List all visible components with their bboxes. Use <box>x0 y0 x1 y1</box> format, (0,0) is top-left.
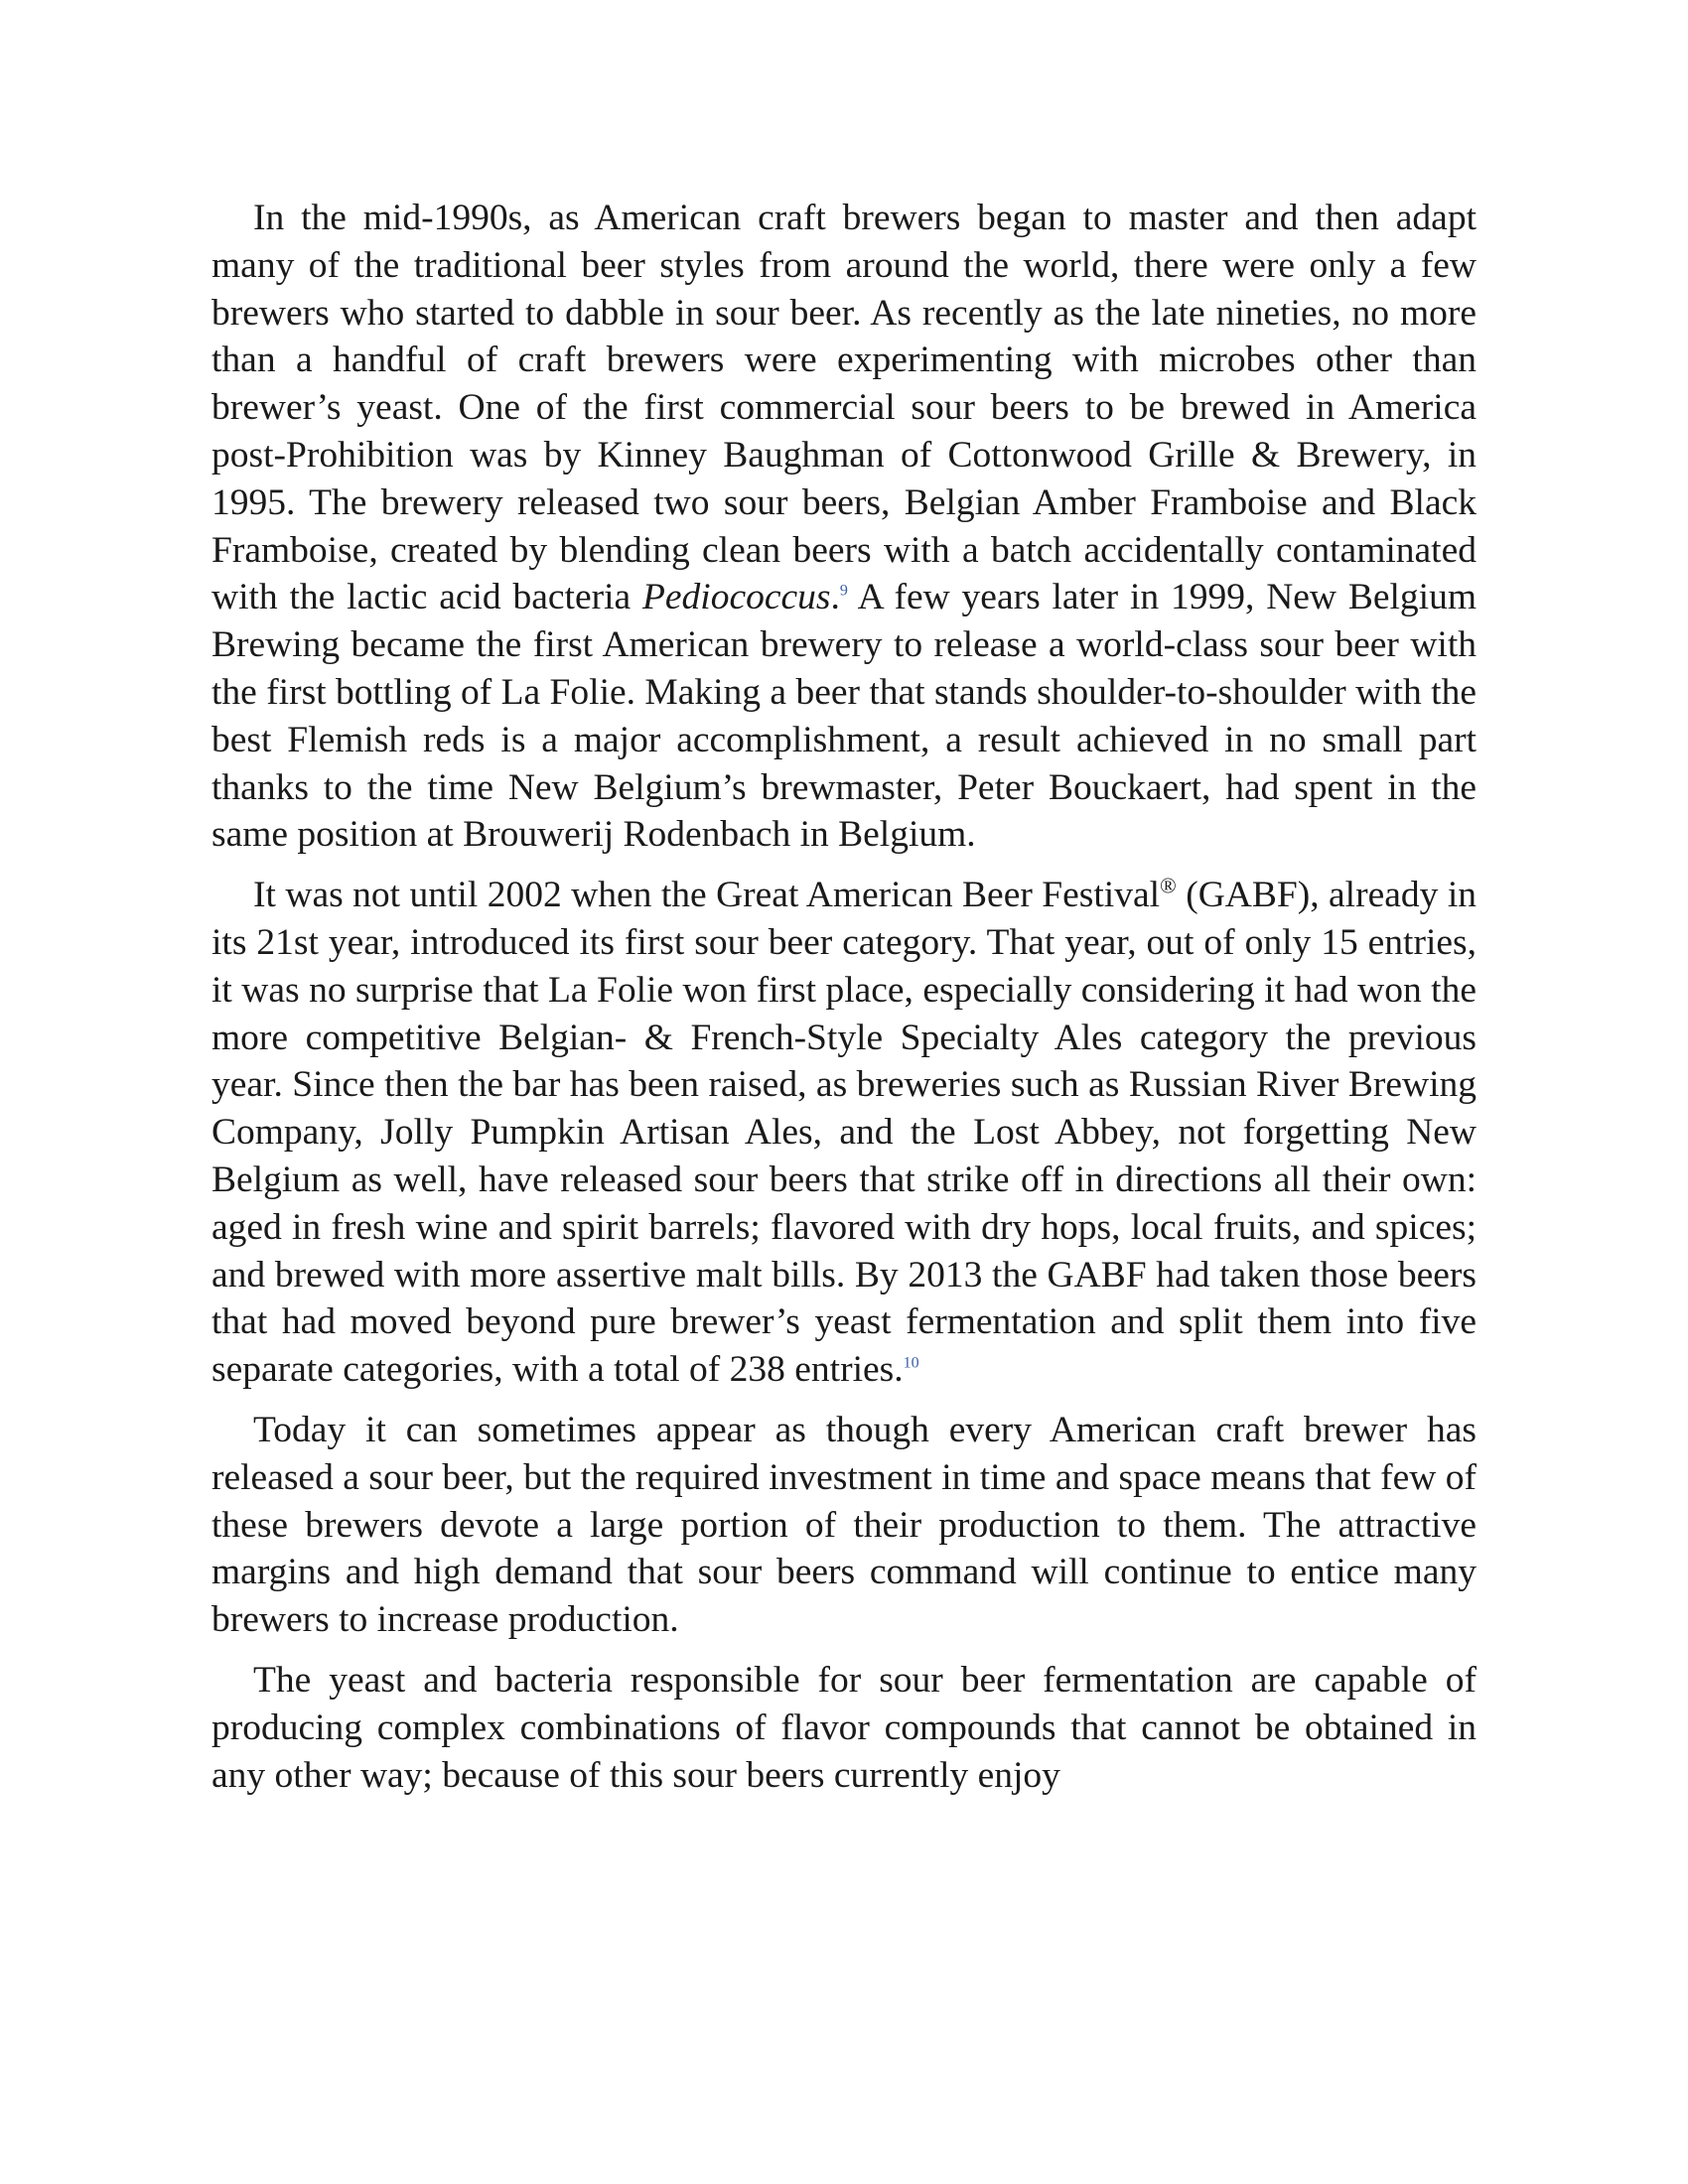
paragraph-2-text-b: (GABF), already in its 21st year, introduced its first sour beer category. That year, out of only 15 entries, it was no surprise that La Folie won first place, especially considering it had won the more competitive Belgian- & French-Style Specialty Ales category the previous year. Since then the bar has been raised, as breweries such as Russian River Brewing Company, Jolly Pumpkin Artisan Ales, and the Lost Abbey, not forgetting New Belgium as well, have released sour beers that strike off in directions all their own: aged in fresh wine and spirit barrels; flavored with dry hops, local fruits, and spices; and brewed with more assertive malt bills. By 2013 the GABF had taken those beers that had moved beyond pure brewer’s yeast fermentation and split them into five separate categories, with a total of 238 entries. <box>211 875 1477 1391</box>
paragraph-2-text-a: It was not until 2002 when the Great American Beer Festival <box>253 875 1161 916</box>
paragraph-1 <box>211 195 1477 859</box>
pediococcus-term: Pediococcus <box>642 577 831 618</box>
body-text <box>211 195 1477 1812</box>
paragraph-3: Today it can sometimes appear as though every American craft brewer has released a sour beer, but the required investment in time and space means that few of these brewers devote a large portion of their production to them. The attractive margins and high demand that sour beers command will continue to entice many brewers to increase production. <box>211 1409 1477 1641</box>
paragraph-4: The yeast and bacteria responsible for sour beer fermentation are capable of producing complex combinations of flavor compounds that cannot be obtained in any other way; because of this sour beers currently enjoy <box>211 1659 1477 1796</box>
footnote-ref-9[interactable]: 9 <box>839 582 848 600</box>
registered-mark: ® <box>1160 873 1177 898</box>
paragraph-1-text-a: In the mid-1990s, as American craft brewers began to master and then adapt many of the traditional beer styles from around the world, there were only a few brewers who started to dabble in sour beer. As recently as the late nineties, no more than a handful of craft brewers were experimenting with microbes other than brewer’s yeast. One of the first commercial sour beers to be brewed in America post-Prohibition was by Kinney Baughman of Cottonwood Grille & Brewery, in 1995. The brewery released two sour beers, Belgian Amber Framboise and Black Framboise, created by blending clean beers with a batch accidentally contaminated with the lactic acid bacteria <box>211 198 1477 618</box>
paragraph-1-text-b: A few years later in 1999, New Belgium Brewing became the first American brewery to release a world-class sour beer with the first bottling of La Folie. Making a beer that stands shoulder-to-shoulder with the best Flemish reds is a major accomplishment, a result achieved in no small part thanks to the time New Belgium’s brewmaster, Peter Bouckaert, had spent in the same position at Brouwerij Rodenbach in Belgium. <box>211 577 1477 856</box>
paragraph-1-period: . <box>830 577 840 618</box>
paragraph-2 <box>211 872 1477 1394</box>
footnote-ref-10[interactable]: 10 <box>903 1354 919 1372</box>
